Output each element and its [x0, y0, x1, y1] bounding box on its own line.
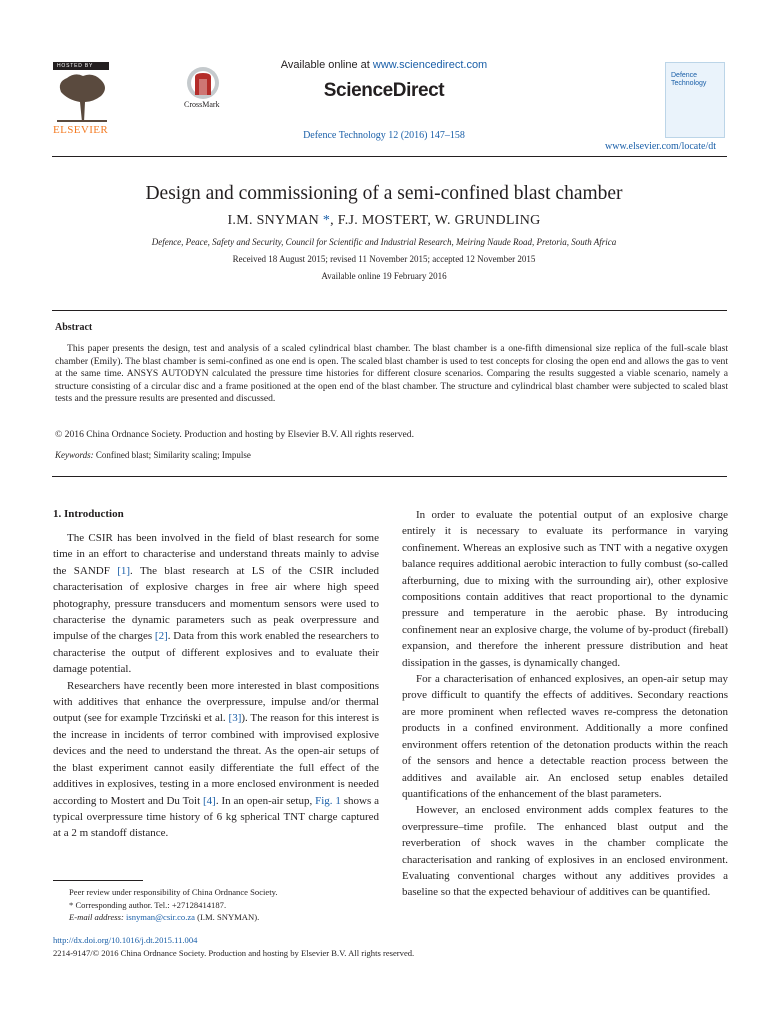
authors: I.M. SNYMAN *, F.J. MOSTERT, W. GRUNDLING [227, 213, 541, 228]
keywords: Keywords: Confined blast; Similarity scaling; Impulse [55, 450, 251, 460]
paragraph-3: In order to evaluate the potential output of an explosive charge entirely it is necessary to evaluate its performance in varying confinement. Whereas an explosive such as TNT with a negative oxygen balance requires additional aerobic interaction to fully combust (so-called afterburning, due to mixing with the surrounding air), other explosive compositions contain additives that react proportional to the dynamic pressure and temperature in the aerobic phase. By introducing confinement near an explosive charge, the volume of by-product (fireball) expansion, and therefore the inherent pressure distribution and heat dissipation in the gasses, is dynamically changed. [402, 509, 729, 669]
sciencedirect-logo: ScienceDirect [323, 80, 445, 101]
issn-copyright: 2214-9147/© 2016 China Ordnance Society. Production and hosting by Elsevier B.V. All rights reserved. [53, 948, 415, 958]
left-column [53, 530, 379, 842]
figure-1-link[interactable]: Fig. 1 [315, 794, 341, 807]
article-title: Design and commissioning of a semi-confined blast chamber [145, 183, 623, 204]
cover-title: Defence Technology [671, 72, 707, 87]
available-online-date: Available online 19 February 2016 [321, 271, 447, 281]
peer-review-note: Peer review under responsibility of China Ordnance Society. [69, 887, 278, 897]
journal-citation[interactable]: Defence Technology 12 (2016) 147–158 [303, 130, 465, 141]
sciencedirect-link[interactable]: www.sciencedirect.com [372, 59, 488, 71]
header-divider [52, 156, 727, 157]
elsevier-wordmark: ELSEVIER [53, 124, 109, 136]
paragraph-5: However, an enclosed environment adds complex features to the overpressure–time profile. The enhanced blast output and the reverberation of shock waves in the chamber complicate the characterisation and ranking of explosives in an enclosed environment. Evaluating conventional charges without any additives provides a baseline so that the expected behaviour of additives can be quantified. [402, 804, 728, 899]
article-dates: Received 18 August 2015; revised 11 November 2015; accepted 12 November 2015 [232, 254, 536, 264]
right-column [402, 507, 728, 901]
affiliation: Defence, Peace, Safety and Security, Council for Scientific and Industrial Research, Meiring Naude Road, Pretoria, South Africa [151, 237, 617, 247]
corresponding-author-link[interactable]: * [322, 213, 331, 228]
abstract-bottom-divider [52, 476, 727, 477]
abstract-text: This paper presents the design, test and analysis of a scaled cylindrical blast chamber. The blast chamber is a one-fifth dimensional size replica of the full-scale blast chamber (Emily). The blast chamber is semi-confined as one end is open. The scaled blast chamber is used to test concepts for closing the open end and allows the gas to vent at the same time. ANSYS AUTODYN calculated the pressure time histories for different closure scenarios. Comparing the results suggested a viable scenario, namely a structure consisting of a circular disc and a frame positioned at the open end of the blast chamber. The structure and cylindrical blast chamber were subjected to scaled blast tests and the pressure results are presented and discussed. [55, 343, 728, 404]
footnote-divider [53, 880, 143, 881]
abstract-heading: Abstract [55, 322, 93, 333]
ref-2-link[interactable]: [2] [154, 630, 168, 643]
footnotes [53, 886, 383, 924]
email-link[interactable]: isnyman@csir.co.za [125, 912, 195, 922]
paragraph-2: Researchers have recently been more interested in blast compositions with additives that enhance the overpressure, impulse and/or thermal output (see for example Trzciński et al. [3]). The reason for this interest is the increase in incidents of terror combined with improvised explosive devices and the need to understand the threat. As the open-air setups of the blast experiment cannot easily differentiate the full effect of the additives in explosives, testing in a more enclosed environment is needed according to Mostert and Du Toit [4]. In an open-air setup, Fig. 1 shows a typical overpressure time history of 6 kg spherical TNT charge captured at a 2 m standoff distance. [53, 679, 379, 840]
hosted-by-banner: HOSTED BY [53, 62, 109, 70]
section-heading-introduction: 1. Introduction [53, 508, 124, 520]
paragraph-1: The CSIR has been involved in the field of blast research for some time in an effort to characterise and understand threats mainly to advise the SANDF [1]. The blast research at LS of the CSIR included characterisation of explosive charges in free air where high speed photography, pressure transducers and momentum sensors were used to characterise the dynamic parameters such as peak overpressure and impulse of the charges [2]. Data from this work enabled the researchers to characterise the output of different explosives and to evaluate their damage potential. [53, 532, 379, 676]
doi-link[interactable]: http://dx.doi.org/10.1016/j.dt.2015.11.004 [53, 935, 198, 945]
crossmark-label: CrossMark [184, 100, 220, 109]
email-note: E-mail address: isnyman@csir.co.za (I.M. SNYMAN). [69, 912, 260, 922]
ref-4-link[interactable]: [4] [203, 794, 216, 807]
journal-url-link[interactable]: www.elsevier.com/locate/dt [605, 141, 716, 152]
ref-1-link[interactable]: [1] [117, 564, 131, 577]
corresponding-author-note: * Corresponding author. Tel.: +27128414187. [69, 899, 227, 910]
abstract-top-divider [52, 310, 727, 311]
abstract-copyright: © 2016 China Ordnance Society. Production and hosting by Elsevier B.V. All rights reserved. [55, 429, 415, 440]
journal-cover-thumbnail[interactable] [665, 62, 725, 138]
available-online-line: Available online at www.sciencedirect.com [280, 59, 488, 71]
ref-3-link[interactable]: [3] [228, 712, 242, 725]
paragraph-4: For a characterisation of enhanced explosives, an open-air setup may prove difficult to quantify the effects of additives. Secondary reactions are more prominent when reflected waves re-compress the detonation products in a confined environment. Additionally a more confined environment offers retention of the detonation products within the reach of the sensors and hence a detectable reaction process between the additives and available air. An enclosed setup enables detailed quantifications of the enhancement of the blast parameters. [402, 673, 728, 800]
